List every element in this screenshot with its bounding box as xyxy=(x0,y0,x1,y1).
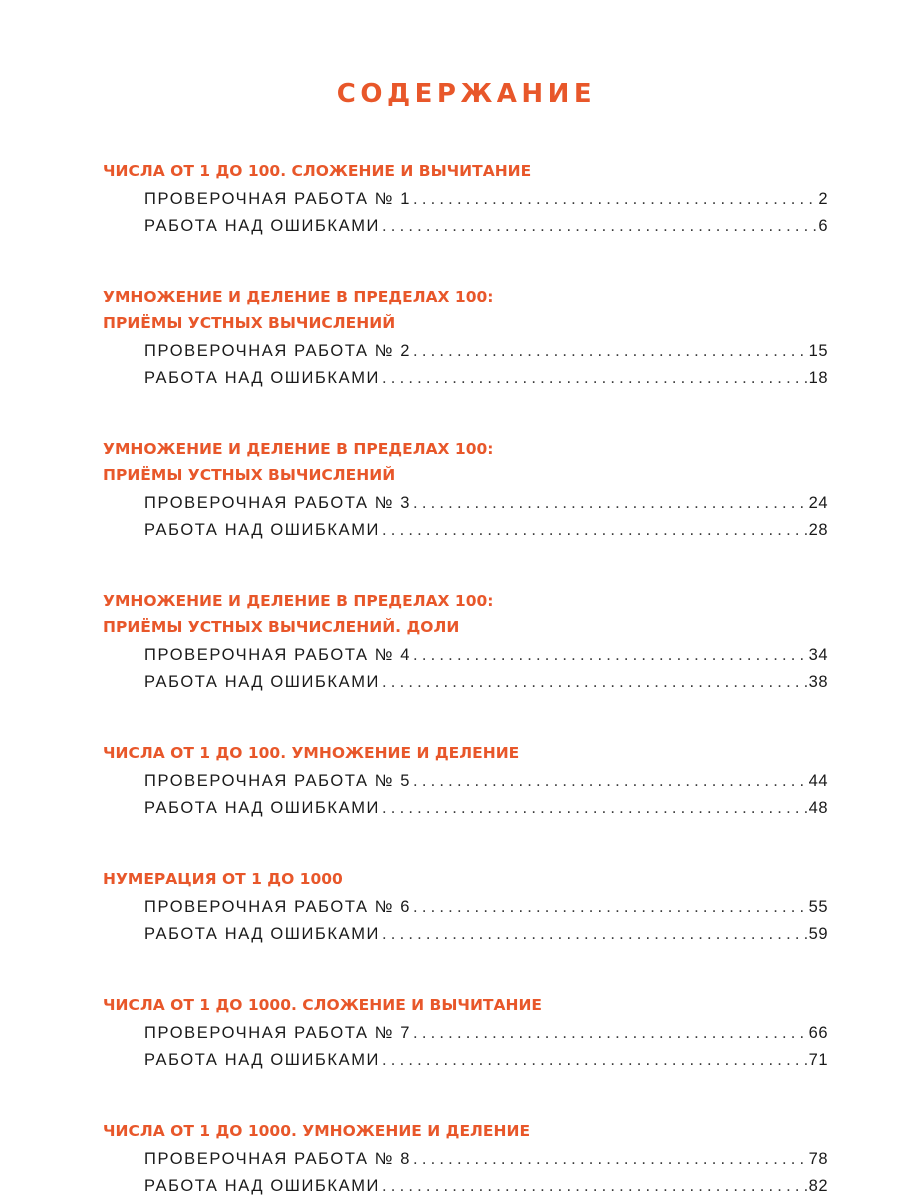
toc-entry-label: ПРОВЕРОЧНАЯ РАБОТА № 1 xyxy=(144,190,412,208)
section-title-line: ПРИЁМЫ УСТНЫХ ВЫЧИСЛЕНИЙ xyxy=(103,314,396,332)
section-entries xyxy=(103,642,828,696)
dot-leader xyxy=(413,338,807,365)
toc-entry[interactable] xyxy=(103,894,828,921)
toc-entry-page-number: 82 xyxy=(808,1177,828,1195)
section-title-line: ПРИЁМЫ УСТНЫХ ВЫЧИСЛЕНИЙ xyxy=(103,466,396,484)
section-title-line: ЧИСЛА ОТ 1 ДО 100. СЛОЖЕНИЕ И ВЫЧИТАНИЕ xyxy=(103,162,532,180)
toc-entry-label: РАБОТА НАД ОШИБКАМИ xyxy=(144,799,380,817)
toc-entry-page-number: 38 xyxy=(808,673,828,691)
toc-entry[interactable] xyxy=(103,1020,828,1047)
toc-entry[interactable] xyxy=(103,1173,828,1200)
toc-entry-page-number: 18 xyxy=(808,369,828,387)
toc-entry[interactable] xyxy=(103,1047,828,1074)
toc-entry-label: ПРОВЕРОЧНАЯ РАБОТА № 4 xyxy=(144,646,412,664)
toc-entry-label: РАБОТА НАД ОШИБКАМИ xyxy=(144,925,380,943)
toc-entry-page-number: 59 xyxy=(808,925,828,943)
dot-leader xyxy=(382,669,807,696)
section-entries xyxy=(103,186,828,240)
toc-entry-label: ПРОВЕРОЧНАЯ РАБОТА № 5 xyxy=(144,772,412,790)
dot-leader xyxy=(413,186,816,213)
section-title-line: УМНОЖЕНИЕ И ДЕЛЕНИЕ В ПРЕДЕЛАХ 100: xyxy=(103,440,494,458)
toc-entry[interactable] xyxy=(103,517,828,544)
toc-entry[interactable] xyxy=(103,365,828,392)
section-entries xyxy=(103,768,828,822)
section-title xyxy=(103,992,828,1018)
section-title xyxy=(103,284,828,336)
toc-entry[interactable] xyxy=(103,490,828,517)
section-entries xyxy=(103,894,828,948)
dot-leader xyxy=(413,894,807,921)
toc-section xyxy=(103,992,828,1074)
toc-section xyxy=(103,1118,828,1200)
toc-section xyxy=(103,740,828,822)
toc-entry-label: ПРОВЕРОЧНАЯ РАБОТА № 7 xyxy=(144,1024,412,1042)
toc-entry-label: РАБОТА НАД ОШИБКАМИ xyxy=(144,521,380,539)
toc-entry-label: РАБОТА НАД ОШИБКАМИ xyxy=(144,369,380,387)
dot-leader xyxy=(382,213,816,240)
section-title-line: УМНОЖЕНИЕ И ДЕЛЕНИЕ В ПРЕДЕЛАХ 100: xyxy=(103,592,494,610)
toc-entry-page-number: 44 xyxy=(808,772,828,790)
section-title xyxy=(103,866,828,892)
section-entries xyxy=(103,490,828,544)
section-title-line: ЧИСЛА ОТ 1 ДО 1000. СЛОЖЕНИЕ И ВЫЧИТАНИЕ xyxy=(103,996,543,1014)
toc-entry-page-number: 34 xyxy=(808,646,828,664)
toc-section xyxy=(103,284,828,392)
toc-entry-page-number: 15 xyxy=(808,342,828,360)
toc-entry-page-number: 2 xyxy=(818,190,828,208)
toc-entry[interactable] xyxy=(103,669,828,696)
dot-leader xyxy=(382,1047,807,1074)
dot-leader xyxy=(413,1020,807,1047)
toc-entry-label: РАБОТА НАД ОШИБКАМИ xyxy=(144,673,380,691)
dot-leader xyxy=(382,1173,807,1200)
section-title-line: ЧИСЛА ОТ 1 ДО 1000. УМНОЖЕНИЕ И ДЕЛЕНИЕ xyxy=(103,1122,531,1140)
toc-entry[interactable] xyxy=(103,768,828,795)
section-title-line: НУМЕРАЦИЯ ОТ 1 ДО 1000 xyxy=(103,870,343,888)
section-title xyxy=(103,158,828,184)
dot-leader xyxy=(413,768,807,795)
toc-entry-page-number: 24 xyxy=(808,494,828,512)
table-of-contents xyxy=(103,158,828,1200)
section-title-line: УМНОЖЕНИЕ И ДЕЛЕНИЕ В ПРЕДЕЛАХ 100: xyxy=(103,288,494,306)
toc-entry-page-number: 71 xyxy=(808,1051,828,1069)
toc-entry[interactable] xyxy=(103,795,828,822)
dot-leader xyxy=(413,1146,807,1173)
section-title xyxy=(103,436,828,488)
toc-entry-label: ПРОВЕРОЧНАЯ РАБОТА № 3 xyxy=(144,494,412,512)
toc-section xyxy=(103,588,828,696)
toc-entry[interactable] xyxy=(103,642,828,669)
toc-entry[interactable] xyxy=(103,186,828,213)
toc-entry-page-number: 48 xyxy=(808,799,828,817)
toc-entry-label: РАБОТА НАД ОШИБКАМИ xyxy=(144,1051,380,1069)
toc-entry-label: ПРОВЕРОЧНАЯ РАБОТА № 2 xyxy=(144,342,412,360)
toc-entry-label: ПРОВЕРОЧНАЯ РАБОТА № 8 xyxy=(144,1150,412,1168)
dot-leader xyxy=(382,795,807,822)
section-entries xyxy=(103,1146,828,1200)
dot-leader xyxy=(382,517,807,544)
section-entries xyxy=(103,1020,828,1074)
dot-leader xyxy=(382,365,807,392)
toc-entry-page-number: 66 xyxy=(808,1024,828,1042)
dot-leader xyxy=(382,921,807,948)
section-title xyxy=(103,740,828,766)
toc-entry-label: ПРОВЕРОЧНАЯ РАБОТА № 6 xyxy=(144,898,412,916)
toc-entry-page-number: 55 xyxy=(808,898,828,916)
page-title: СОДЕРЖАНИЕ xyxy=(336,79,597,109)
section-title xyxy=(103,588,828,640)
section-title-line: ПРИЁМЫ УСТНЫХ ВЫЧИСЛЕНИЙ. ДОЛИ xyxy=(103,618,460,636)
dot-leader xyxy=(413,642,807,669)
toc-entry-label: РАБОТА НАД ОШИБКАМИ xyxy=(144,1177,380,1195)
dot-leader xyxy=(413,490,807,517)
section-title xyxy=(103,1118,828,1144)
toc-entry-page-number: 78 xyxy=(808,1150,828,1168)
toc-entry[interactable] xyxy=(103,213,828,240)
toc-section xyxy=(103,436,828,544)
toc-entry[interactable] xyxy=(103,1146,828,1173)
toc-entry-page-number: 6 xyxy=(818,217,828,235)
toc-entry[interactable] xyxy=(103,921,828,948)
toc-section xyxy=(103,158,828,240)
toc-entry-page-number: 28 xyxy=(808,521,828,539)
toc-entry[interactable] xyxy=(103,338,828,365)
toc-section xyxy=(103,866,828,948)
section-entries xyxy=(103,338,828,392)
section-title-line: ЧИСЛА ОТ 1 ДО 100. УМНОЖЕНИЕ И ДЕЛЕНИЕ xyxy=(103,744,520,762)
toc-entry-label: РАБОТА НАД ОШИБКАМИ xyxy=(144,217,380,235)
